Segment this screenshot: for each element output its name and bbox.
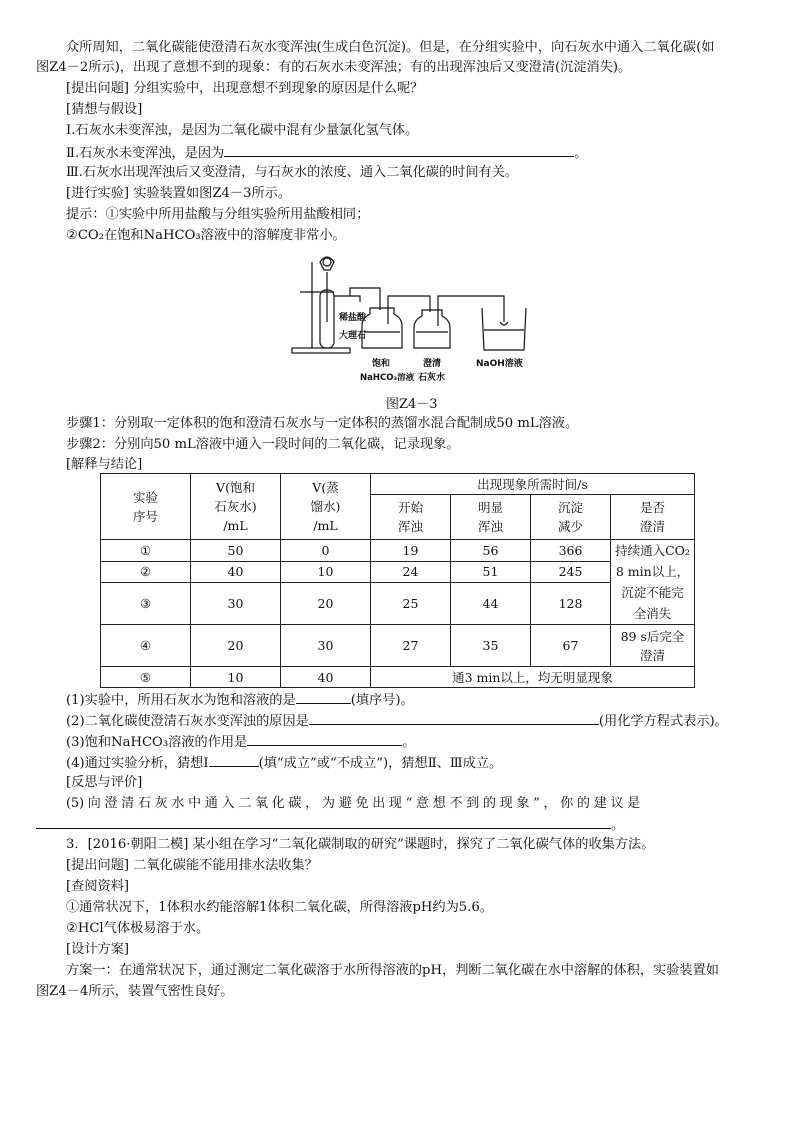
header-precip-decrease: 沉淀 减少: [531, 495, 611, 540]
hypothesis-2-prefix: Ⅱ.石灰水未变浑浊，是因为: [66, 146, 225, 161]
hypothesis-3: Ⅲ.石灰水出现浑浊后又变澄清，与石灰水的浓度、通入二氧化碳的时间有关。: [66, 165, 519, 180]
problem-3-title: 3．[2016·朝阳二模] 某小组在学习“二氧化碳制取的研究”课题时，探究了二氧化碳气体的收集方法。: [66, 837, 655, 852]
header-obvious-turbid: 明显 浑浊: [451, 495, 531, 540]
answer-blank-h2[interactable]: [224, 142, 574, 157]
reference-2: ②HCl气体极易溶于水。: [66, 921, 210, 936]
table-row: ③ 30 20 25 44 128: [101, 583, 695, 625]
question-4: (4)通过实验分析，猜想Ⅰ (填“成立”或“不成立”)，猜想Ⅱ、Ⅲ成立。: [66, 752, 502, 774]
plan-1-line-2: 图Z4－4所示，装置气密性良好。: [36, 984, 234, 999]
reference-1: ①通常状况下，1体积水约能溶解1体积二氧化碳，所得溶液pH约为5.6。: [66, 900, 493, 915]
label-marble: 大理石: [339, 331, 367, 341]
label-bottle1-a: 饱和: [372, 359, 391, 369]
tube-1b: [350, 288, 380, 310]
header-clear: 是否 澄清: [611, 495, 695, 540]
table-row: ② 40 10 24 51 245: [101, 561, 695, 583]
step-1: 步骤1：分别取一定体积的饱和澄清石灰水与一定体积的蒸馏水混合配制成50 mL溶液。: [66, 416, 579, 431]
experiment-heading: [进行实验] 实验装置如图Z4－3所示。: [66, 186, 292, 201]
step-2: 步骤2：分别向50 mL溶液中通入一段时间的二氧化碳，记录现象。: [66, 437, 460, 452]
problem-3-question: [提出问题] 二氧化碳能不能用排水法收集？: [66, 858, 318, 873]
hint-1: 提示：①实验中所用盐酸与分组实验所用盐酸相同；: [66, 207, 370, 222]
stand-base: [292, 348, 350, 353]
hypothesis-heading: [猜想与假设]: [66, 102, 143, 117]
question-5: (5) 向 澄 清 石 灰 水 中 通 入 二 氧 化 碳 ， 为 避 免 出 现 “ 意 想 不 到 的 现 象 ” ， 你 的 建 议 是: [66, 796, 641, 811]
hint-2: ②CO₂在饱和NaHCO₃溶液中的溶解度非常小。: [66, 228, 346, 243]
table-row: ① 50 0 19 56 366 持续通入CO₂ 8 min以上， 沉淀不能完 全消失: [101, 540, 695, 562]
answer-blank-q2[interactable]: [309, 710, 599, 725]
conclusion-heading: [解释与结论]: [66, 457, 143, 472]
label-beaker: NaOH溶液: [476, 359, 523, 369]
bottle-1: [362, 308, 402, 348]
clear-note-b: 89 s后完全 澄清: [611, 625, 695, 667]
funnel-top: [323, 258, 331, 266]
bottle-2: [414, 310, 450, 348]
clear-note-a: 持续通入CO₂ 8 min以上， 沉淀不能完 全消失: [611, 540, 695, 625]
row5-note: 通3 min以上，均无明显现象: [371, 667, 695, 688]
intro-line-1: 众所周知，二氧化碳能使澄清石灰水变浑浊(生成白色沉淀)。但是，在分组实验中，向石灰水中通入二氧化碳(如: [66, 40, 715, 55]
tube-1: [334, 296, 360, 302]
answer-blank-q3[interactable]: [247, 731, 402, 746]
question-heading: [提出问题] 分组实验中，出现意想不到现象的原因是什么呢？: [66, 81, 424, 96]
label-bottle2-b: 石灰水: [418, 373, 446, 383]
question-1: (1)实验中，所用石灰水为饱和溶液的是 (填序号)。: [66, 689, 414, 711]
header-time: 出现现象所需时间/s: [371, 474, 695, 495]
hypothesis-1: Ⅰ.石灰水未变浑浊，是因为二氧化碳中混有少量氯化氢气体。: [66, 123, 419, 138]
tube-3: [438, 296, 504, 322]
reference-heading: [查阅资料]: [66, 879, 130, 894]
apparatus-figure: [290, 252, 530, 402]
hypothesis-2: [66, 142, 587, 164]
answer-blank-q5[interactable]: [36, 814, 611, 829]
answer-blank-q1[interactable]: [296, 689, 351, 704]
header-v2: V(蒸 馏水) /mL: [281, 474, 371, 540]
header-no: 实验 序号: [101, 474, 191, 540]
table-row: ④ 20 30 27 35 67 89 s后完全 澄清: [101, 625, 695, 667]
figure-caption: 图Z4－3: [386, 397, 438, 412]
reflect-heading: [反思与评价]: [66, 775, 143, 790]
hypothesis-2-suffix: 。: [574, 146, 588, 161]
answer-blank-q4[interactable]: [209, 752, 259, 767]
question-2: (2)二氧化碳使澄清石灰水变浑浊的原因是 (用化学方程式表示)。: [66, 710, 728, 732]
header-start-turbid: 开始 浑浊: [371, 495, 451, 540]
table-row: ⑤ 10 40 通3 min以上，均无明显现象: [101, 667, 695, 688]
label-bottle2-a: 澄清: [423, 359, 442, 369]
question-3: (3)饱和NaHCO₃溶液的作用是 。: [66, 731, 415, 753]
label-bottle1-b: NaHCO₃溶液: [360, 373, 415, 383]
question-5-answer: 。: [36, 814, 624, 836]
plan-heading: [设计方案]: [66, 942, 130, 957]
header-v1: V(饱和 石灰水) /mL: [191, 474, 281, 540]
label-acid: 稀盐酸: [339, 313, 367, 323]
funnel-bulb: [320, 257, 334, 270]
intro-line-2: 图Z4－2所示)，出现了意想不到的现象：有的石灰水未变浑浊；有的出现浑浊后又变澄清(沉淀消失)。: [36, 60, 632, 75]
plan-1-line-1: 方案一：在通常状况下，通过测定二氧化碳溶于水所得溶液的pH，判断二氧化碳在水中溶解的体积，实验装置如: [66, 963, 719, 978]
data-table: [100, 473, 695, 688]
